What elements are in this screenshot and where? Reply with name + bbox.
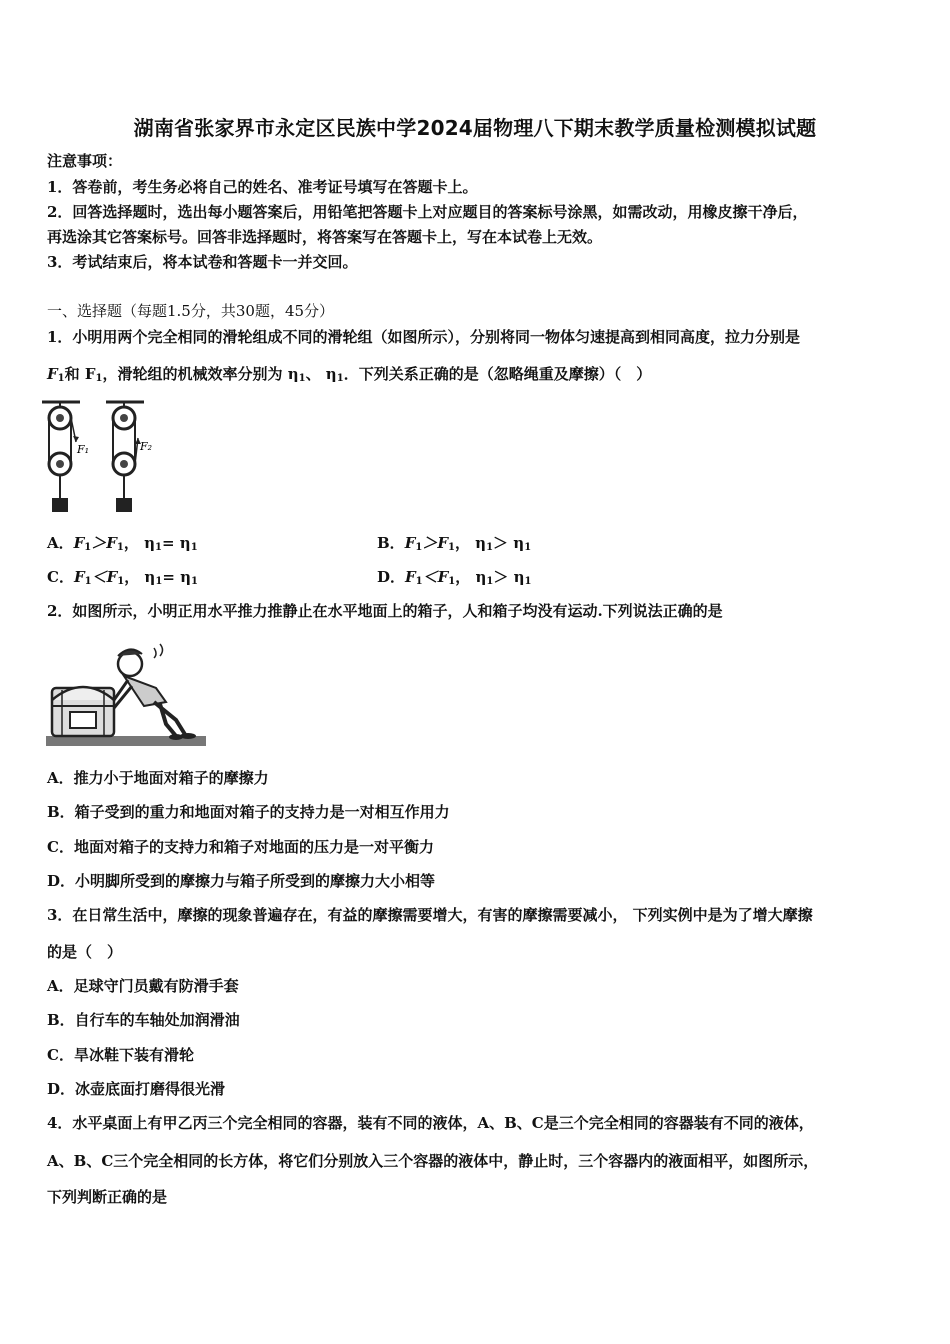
q3-option-d: D．冰壶底面打磨得很光滑 <box>47 1080 226 1098</box>
label-f2: F₂ <box>140 440 153 453</box>
q3-stem-line1: 3．在日常生活中，摩擦的现象普遍存在，有益的摩擦需要增大，有害的摩擦需要减小， 下列实例中是为了增大摩擦 <box>47 906 813 924</box>
q3-stem-line2: 的是（ ） <box>47 943 123 961</box>
notice-item: 1．答卷前，考生务必将自己的姓名、准考证号填写在答题卡上。 <box>47 178 478 196</box>
page-title: 湖南省张家界市永定区民族中学2024届物理八下期末教学质量检测模拟试题 <box>133 116 817 140</box>
q4-stem-line2: A、B、C三个完全相同的长方体，将它们分别放入三个容器的液体中，静止时，三个容器内的液面相平，如图所示， <box>47 1152 819 1170</box>
pushing-box-figure <box>46 640 208 748</box>
q3-option-c: C．旱冰鞋下装有滑轮 <box>47 1046 194 1064</box>
q3-option-a: A．足球守门员戴有防滑手套 <box>47 977 239 995</box>
pulley-figure <box>40 398 170 520</box>
q4-stem-line1: 4．水平桌面上有甲乙丙三个完全相同的容器，装有不同的液体，A、B、C是三个完全相同的容器装有不同的液体， <box>47 1114 814 1132</box>
q4-stem-line3: 下列判断正确的是 <box>47 1188 168 1206</box>
q2-option-b: B．箱子受到的重力和地面对箱子的支持力是一对相互作用力 <box>47 803 450 821</box>
notice-item: 3．考试结束后，将本试卷和答题卡一并交回。 <box>47 253 358 271</box>
q2-option-c: C．地面对箱子的支持力和箱子对地面的压力是一对平衡力 <box>47 838 434 856</box>
notice-item: 2．回答选择题时，选出每小题答案后，用铅笔把答题卡上对应题目的答案标号涂黑，如需改动，用橡皮擦干净后， <box>47 203 808 221</box>
q2-option-a: A．推力小于地面对箱子的摩擦力 <box>47 769 269 787</box>
q3-option-b: B．自行车的车轴处加润滑油 <box>47 1011 240 1029</box>
notice-heading: 注意事项： <box>47 152 123 170</box>
q1-stem-line1: 1．小明用两个完全相同的滑轮组成不同的滑轮组（如图所示），分别将同一物体匀速提高到相同高度，拉力分别是 <box>47 328 800 346</box>
label-f1: F₁ <box>77 443 90 456</box>
section-heading: 一、选择题（每题1.5分，共30题，45分） <box>47 302 335 320</box>
q1-option-a: A．$F_1>F_1$， $\eta_1= \eta_1$ <box>47 534 198 553</box>
q2-option-d: D．小明脚所受到的摩擦力与箱子所受到的摩擦力大小相等 <box>47 872 436 890</box>
q2-stem: 2．如图所示，小明正用水平推力推静止在水平地面上的箱子，人和箱子均没有运动.下列说法正确的是 <box>47 602 723 620</box>
q1-stem-line2: $F_1$和 $F_1$，滑轮组的机械效率分别为 $\eta_1$、 $\eta_1$．下列关系正确的是（忽略绳重及摩擦）（ ） <box>47 365 652 384</box>
q1-option-d: D．$F_1<F_1$， $\eta_1> \eta_1$ <box>377 568 532 587</box>
notice-item: 再选涂其它答案标号。回答非选择题时，将答案写在答题卡上，写在本试卷上无效。 <box>47 228 603 246</box>
q1-option-b: B．$F_1>F_1$， $\eta_1> \eta_1$ <box>377 534 532 553</box>
q1-option-c: C．$F_1<F_1$， $\eta_1= \eta_1$ <box>47 568 198 587</box>
